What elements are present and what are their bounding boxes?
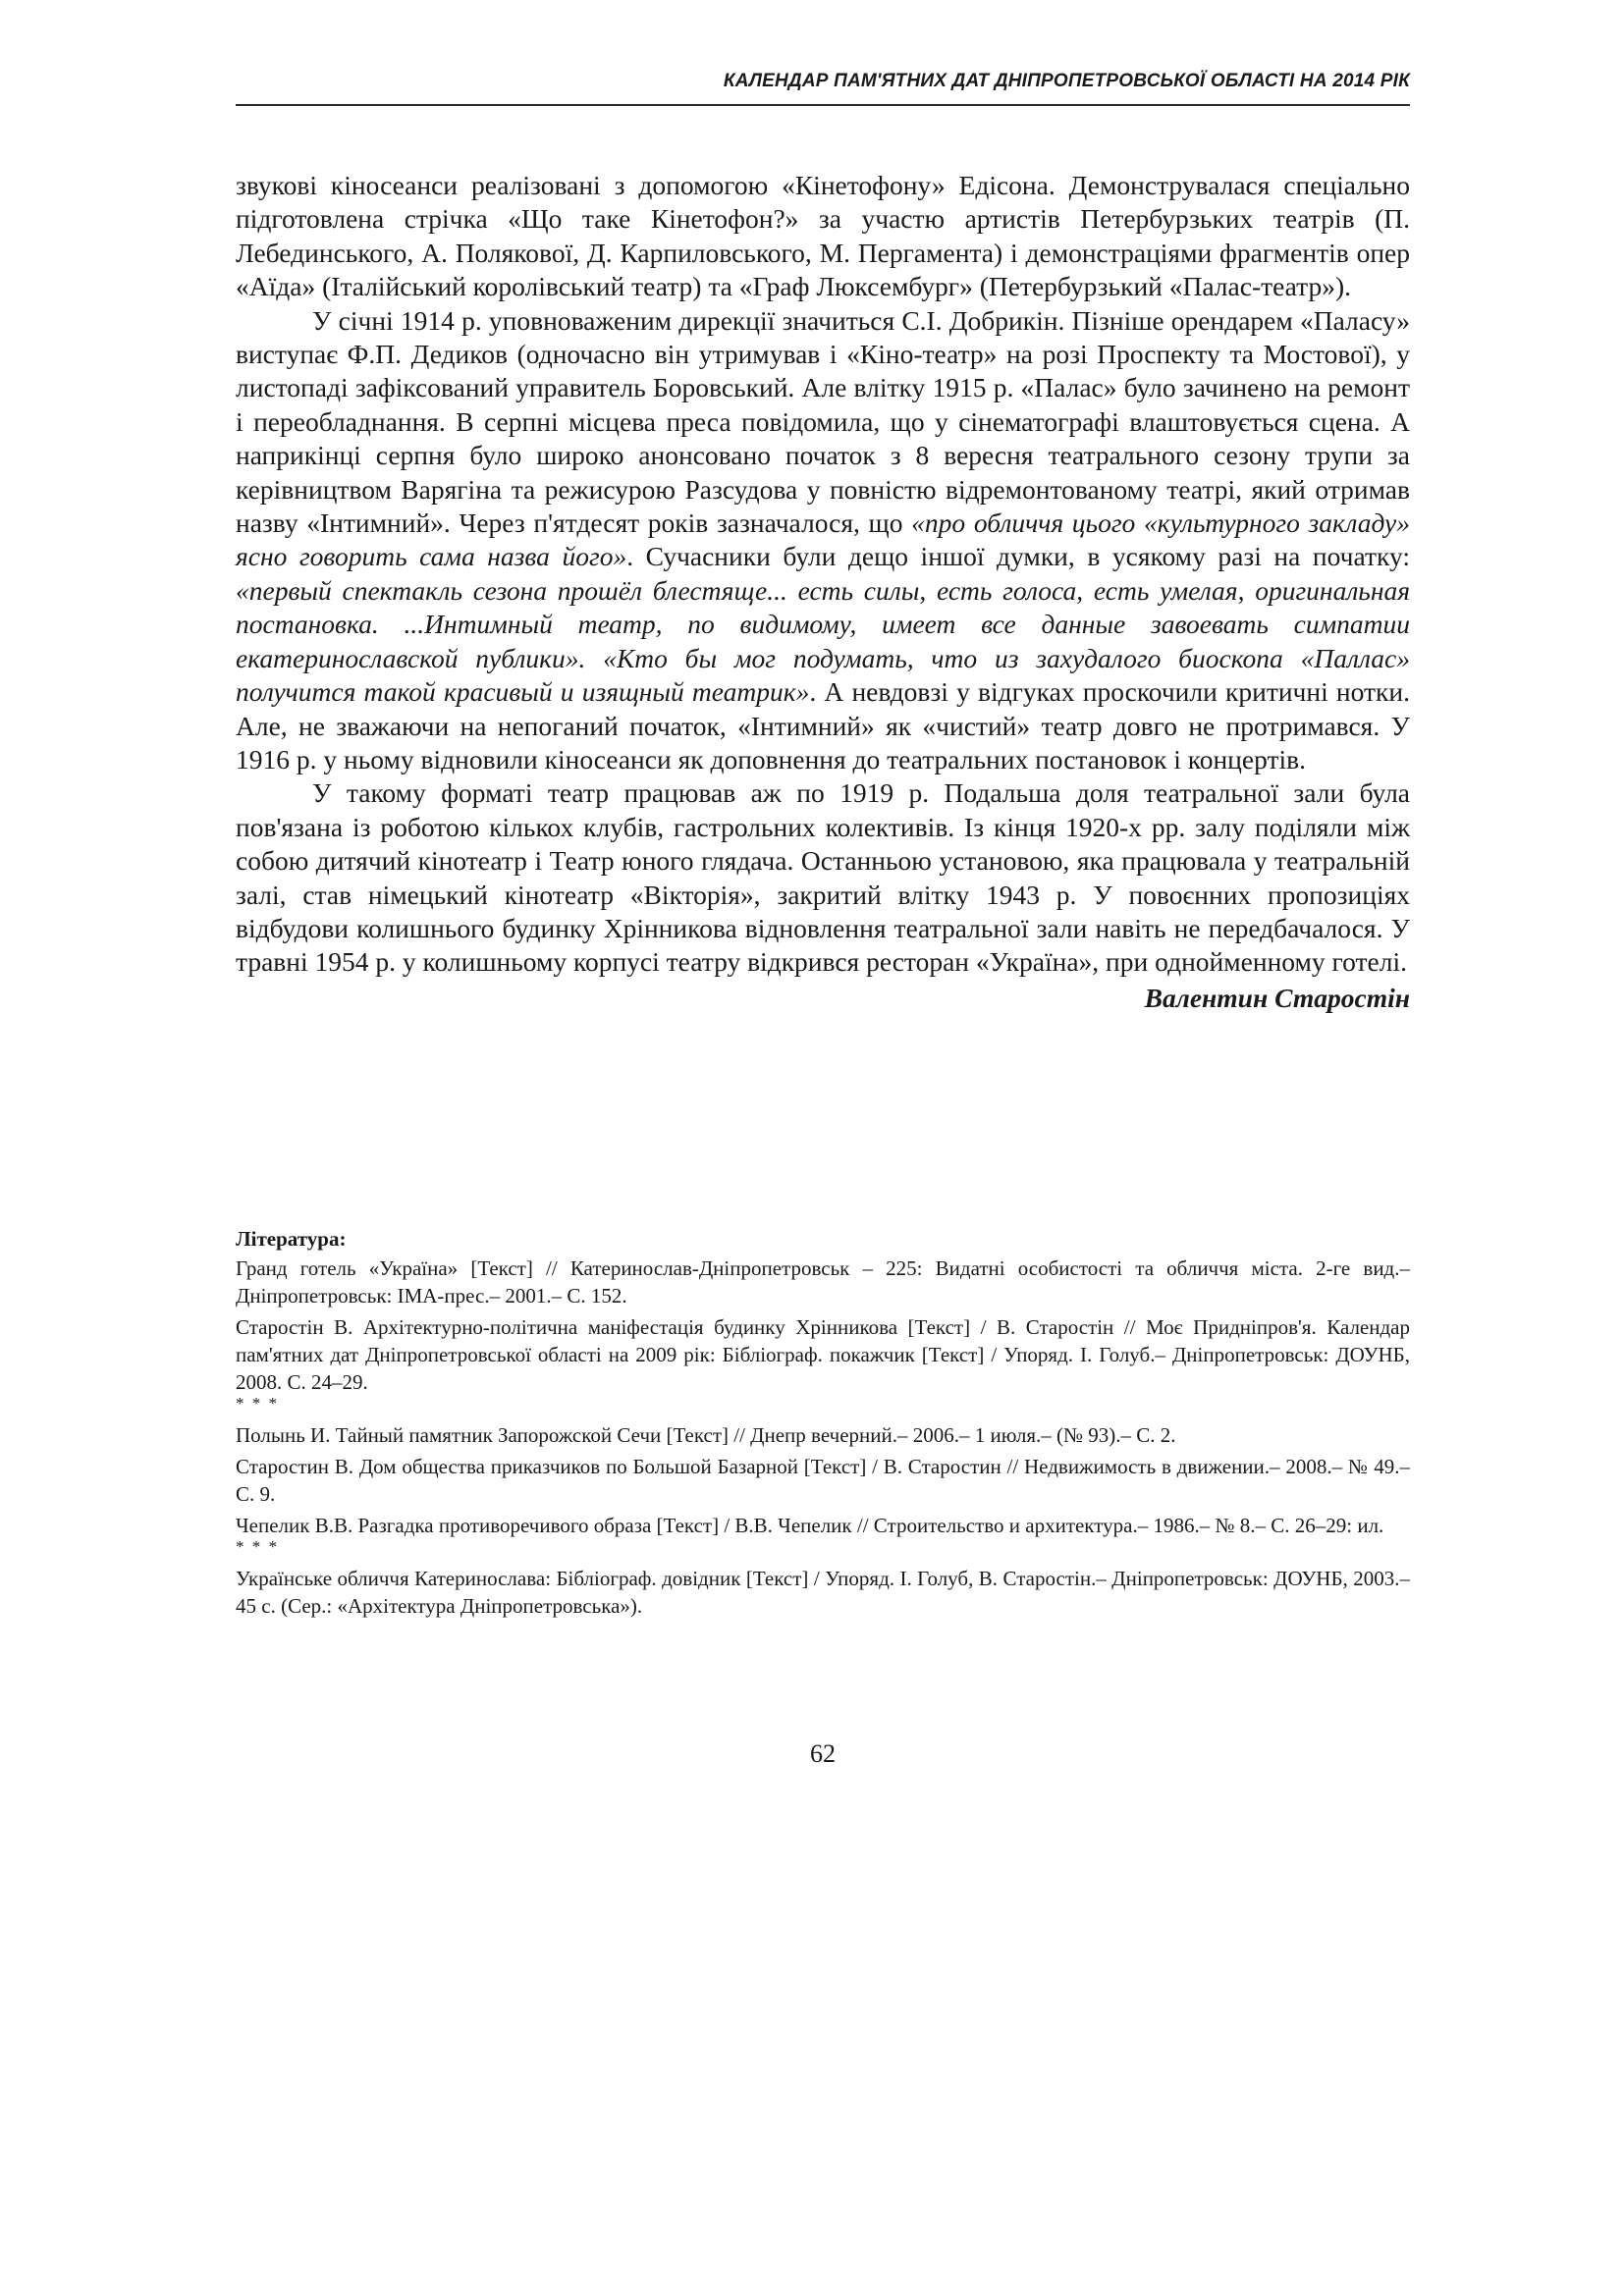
author-signature: Валентин Старостін: [1144, 982, 1410, 1013]
literature-item: Гранд готель «Україна» [Текст] // Катеринослав-Дніпропетровськ – 225: Видатні особистості та обличчя міста. 2-ге вид.– Дніпропетровськ: ІМА-прес.– 2001.– С. 152.: [236, 1256, 1410, 1308]
paragraph-2-text-c: . А невдовзі у відгуках проскочили критичні нотки. Але, не зважаючи на непоганий початок, «Інтимний» як «чистий» театр довго не протримався. У 1916 р. у ньому відновили кіносеанси як доповнення до театральних постановок і концертів.: [236, 676, 1410, 774]
paragraph-2-text-b: . Сучасники були дещо іншої думки, в усякому разі на початку:: [626, 541, 1411, 572]
paragraph-2-quote-2: «первый спектакль сезона прошёл блестяще... есть силы, есть голоса, есть умелая, оригинальная постановка. ...Интимный театр, по видимому, имеет все данные завоевать симпатии екатеринославской публики». «Кто бы мог подумать, что из захудалого биоскопа «Паллас» получится такой красивый и изящный театрик»: [236, 574, 1410, 708]
literature-item: Полынь И. Тайный памятник Запорожской Сечи [Текст] // Днепр вечерний.– 2006.– 1 июля.– (№ 93).– С. 2.: [236, 1423, 1176, 1447]
header-rule: [236, 104, 1410, 106]
literature-item: Старостін В. Архітектурно-політична маніфестація будинку Хрінникова [Текст] / В. Старостін // Моє Придніпров'я. Календар пам'ятних дат Дніпропетровської області на 2009 рік: Бібліограф. покажчик [Текст] / Упоряд. І. Голуб.– Дніпропетровськ: ДОУНБ, 2008. С. 24–29.: [236, 1315, 1410, 1394]
paragraph-2: [236, 304, 1410, 777]
literature-item: Чепелик В.В. Разгадка противоречивого образа [Текст] / В.В. Чепелик // Строительство и архитектура.– 1986.– № 8.– С. 26–29: ил.: [236, 1514, 1384, 1537]
literature-section: [236, 1225, 1410, 1624]
paragraph-2-text-a: У січні 1914 р. уповноваженим дирекції значиться С.І. Добрикін. Пізніше орендарем «Паласу» виступає Ф.П. Дедиков (одночасно він утримував і «Кіно-театр» на розі Проспекту та Мостової), у листопаді зафіксований управитель Боровський. Але влітку 1915 р. «Палас» було зачинено на ремонт і переобладнання. В серпні місцева преса повідомила, що у сінематографі влаштовується сцена. А наприкінці серпня було широко анонсовано початок з 8 вересня театрального сезону трупи за керівництвом Варягіна та режисурою Разсудова у повністю відремонтованому театрі, який отримав назву «Інтимний». Через п'ятдесят років зазначалося, що: [236, 304, 1410, 539]
literature-separator: * * *: [236, 1394, 279, 1413]
literature-separator: * * *: [236, 1537, 279, 1556]
running-header: КАЛЕНДАР ПАМ'ЯТНИХ ДАТ ДНІПРОПЕТРОВСЬКОЇ ОБЛАСТІ НА 2014 РІК: [723, 71, 1410, 91]
page-number: 62: [810, 1739, 836, 1768]
literature-item: Старостин В. Дом общества приказчиков по Большой Базарной [Текст] / В. Старостин // Недвижимость в движении.– 2008.– № 49.– С. 9.: [236, 1455, 1410, 1506]
literature-title: Література:: [236, 1227, 347, 1251]
paragraph-2-quote-1: «про обличчя цього «культурного закладу» ясно говорить сама назва його»: [236, 507, 1410, 572]
literature-item: Українське обличчя Катеринослава: Бібліограф. довідник [Текст] / Упоряд. І. Голуб, В. Старостін.– Дніпропетровськ: ДОУНБ, 2003.– 45 с. (Сер.: «Архітектура Дніпропетровська»).: [236, 1567, 1410, 1618]
article-body: [236, 169, 1410, 1015]
paragraph-3: У такому форматі театр працював аж по 1919 р. Подальша доля театральної зали була пов'язана із роботою кількох клубів, гастрольних колективів. Із кінця 1920-х рр. залу поділяли між собою дитячий кінотеатр і Театр юного глядача. Останньою установою, яка працювала у театральній залі, став німецький кінотеатр «Вікторія», закритий влітку 1943 р. У повоєнних пропозиціях відбудови колишнього будинку Хрінникова відновлення театральної зали навіть не передбачалося. У травні 1954 р. у колишньому корпусі театру відкрився ресторан «Україна», при однойменному готелі.: [236, 777, 1410, 978]
paragraph-1: звукові кіносеанси реалізовані з допомогою «Кінетофону» Едісона. Демонструвалася спеціально підготовлена стрічка «Що таке Кінетофон?» за участю артистів Петербурзьких театрів (П. Лебединського, А. Полякової, Д. Карпиловського, М. Пергамента) і демонстраціями фрагментів опер «Аїда» (Італійський королівський театр) та «Граф Люксембург» (Петербурзький «Палас-театр»).: [236, 170, 1410, 302]
